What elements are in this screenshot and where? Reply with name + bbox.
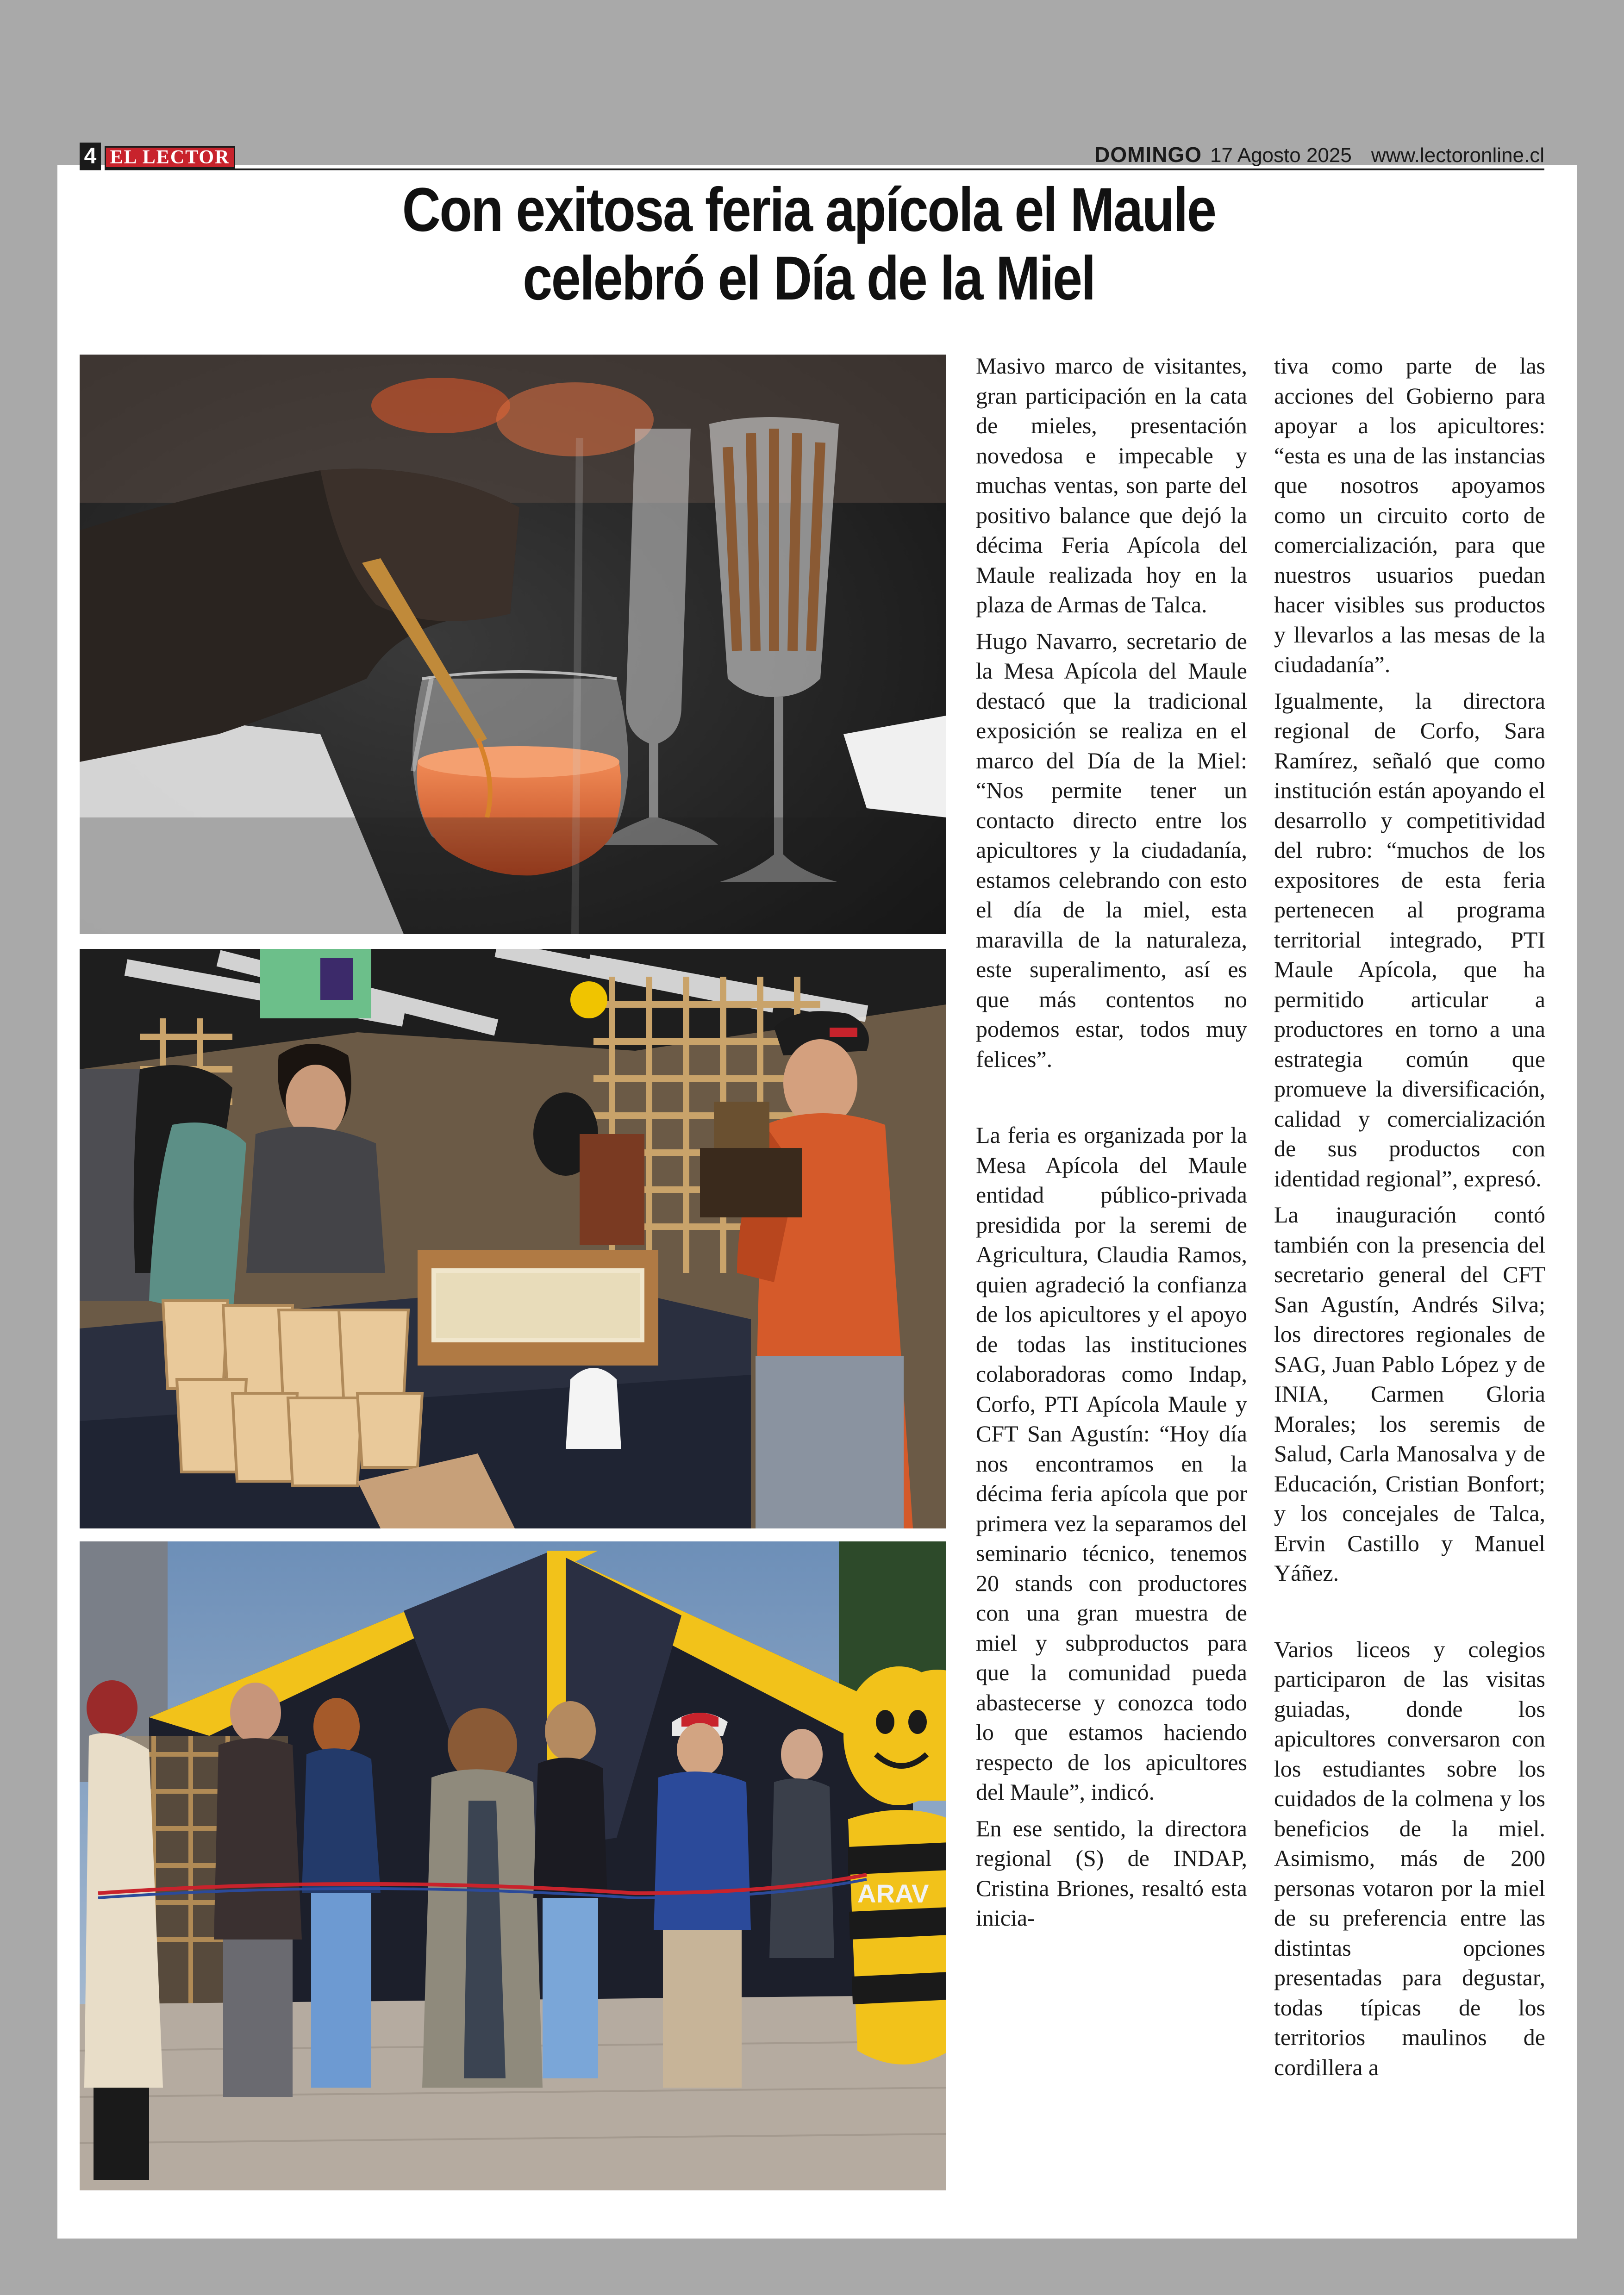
headline-line-2: celebró el Día de la Miel bbox=[523, 244, 1095, 313]
article-column-2 bbox=[1274, 351, 1545, 2082]
newspaper-logo bbox=[105, 142, 235, 170]
mascot-sign-text: ARAV bbox=[857, 1879, 929, 1908]
header-day: DOMINGO bbox=[1094, 143, 1202, 167]
honey-tasting-illustration bbox=[80, 355, 946, 934]
paragraph-schools: Varios liceos y colegios participaron de las visitas guiadas, donde los apicultores conversaron con los estudiantes sobre los cuidados de la colmena y los beneficios de la miel. Asimismo, más de 200 personas votaron por la miel de su preferencia entre las distintas opciones presentadas para degustar, todas típicas de los territorios maulinos de cordillera a bbox=[1274, 1636, 1545, 2080]
page-number: 4 bbox=[80, 143, 101, 170]
paragraph-indap: En ese sentido, la directora regional (S) de INDAP, Cristina Briones, resaltó esta inicia- bbox=[976, 1815, 1247, 1931]
header-website: www.lectoronline.cl bbox=[1371, 144, 1544, 167]
photo-honey-stand bbox=[80, 949, 946, 1528]
honey-stand-illustration bbox=[80, 949, 946, 1528]
paragraph-organizers: La feria es organizada por la Mesa Apícola del Maule entidad público-privada presidida por la seremi de Agricultura, Claudia Ramos, quien agradeció la confianza de los apicultores y el apoyo de todas las instituciones colaboradoras como Indap, Corfo, PTI Apícola Maule y CFT San Agustín: “Hoy día nos encontramos en la décima feria apícola que por primera vez la separamos del seminario técnico, tenemos 20 stands con productores con una gran muestra de miel y subproductos para que la comunidad pueda abastecerse y conozca todo lo que estamos haciendo respecto de los apicultores del Maule”, indicó. bbox=[976, 1122, 1247, 1805]
paragraph-inauguration: La inauguración contó también con la presencia del secretario general del CFT San Agustín, Andrés Silva; los directores regionales de SAG, Juan Pablo López y de INIA, Carmen Gloria Morales; los seremis de Salud, Carla Manosalva y de Educación, Cristian Bonfort; y los concejales de Talca, Ervin Castillo y Manuel Yáñez. bbox=[1274, 1202, 1545, 1586]
logo-text: EL LECTOR bbox=[110, 147, 230, 168]
article-headline bbox=[182, 176, 1436, 313]
paragraph-indap-continued: tiva como parte de las acciones del Gobierno para apoyar a los apicultores: “esta es una de las instancias que nosotros apoyamos como un circuito corto de comercialización, para que nuestros usuarios puedan hacer visibles sus productos y llevarlos a las mesas de la ciudadanía”. bbox=[1274, 353, 1545, 677]
header-date: 17 Agosto 2025 bbox=[1210, 144, 1352, 167]
photo-inauguration bbox=[80, 1541, 946, 2190]
paragraph-intro: Masivo marco de visitantes, gran participación en la cata de mieles, presentación novedosa e impecable y muchas ventas, son parte del positivo balance que dejó la décima Feria Apícola del Maule realizada hoy en la plaza de Armas de Talca. bbox=[976, 353, 1247, 617]
headline-line-1: Con exitosa feria apícola el Maule bbox=[402, 175, 1216, 244]
photo-honey-tasting bbox=[80, 355, 946, 934]
paragraph-corfo: Igualmente, la directora regional de Corfo, Sara Ramírez, señaló que como institución están apoyando el desarrollo y competitividad del rubro: “muchos de los expositores de esta feria pertenecen al programa territorial integrado, PTI Maule Apícola, que ha permitido articular a productores en torno a una estrategia común que promueve la diversificación, calidad y comercialización de sus productos con identidad regional”, expresó. bbox=[1274, 687, 1545, 1191]
inauguration-illustration bbox=[80, 1541, 946, 2190]
paragraph-hugo-navarro: Hugo Navarro, secretario de la Mesa Apícola del Maule destacó que la tradicional exposición se realiza en el marco del Día de la Miel: “Nos permite tener un contacto directo entre los apicultores y la ciudadanía, estamos celebrando con esto el día de la miel, esta maravilla de la naturaleza, este superalimento, así es que más contentos no podemos estar, todos muy felices”. bbox=[976, 628, 1247, 1072]
header-dateline bbox=[1094, 142, 1544, 168]
header-rule bbox=[105, 168, 1544, 170]
article-column-1 bbox=[976, 351, 1247, 1933]
